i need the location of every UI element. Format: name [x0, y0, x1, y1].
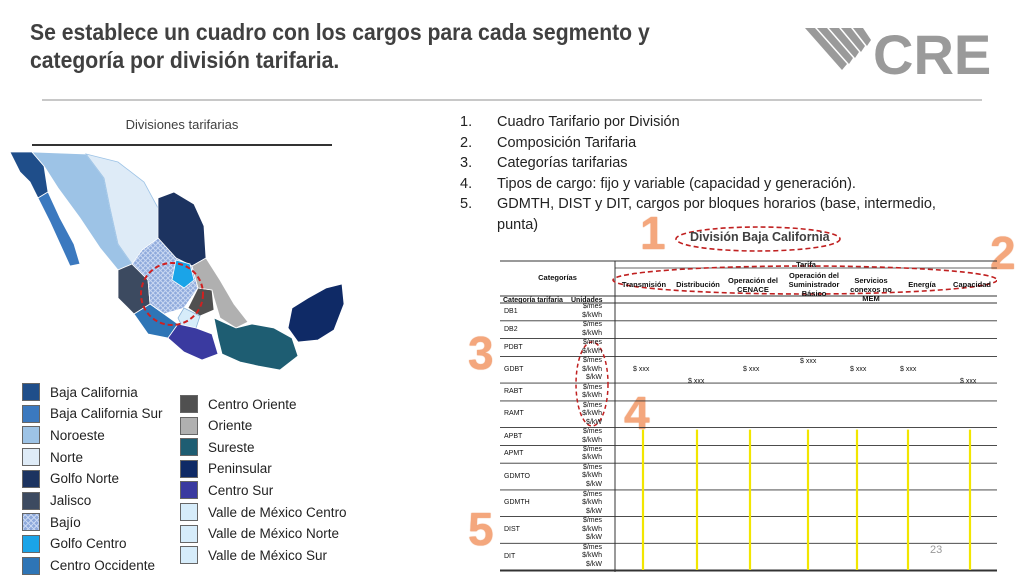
table-column-header: Distribución	[676, 280, 720, 289]
list-item-number: 1.	[460, 114, 473, 130]
table-row-category: RAMT	[504, 410, 524, 418]
table-row-category: DB1	[504, 307, 518, 315]
legend-swatch	[180, 546, 198, 564]
legend-label: Golfo Norte	[50, 471, 120, 487]
region-centro-sur	[168, 324, 218, 360]
tariff-table	[500, 256, 997, 572]
table-column-header: Operación del CENACE	[727, 275, 778, 294]
table-cell-value: $ xxx	[800, 357, 817, 365]
table-row-unit: $/mes	[582, 463, 602, 471]
legend-swatch	[180, 395, 198, 413]
table-cell-value: $ xxx	[850, 365, 867, 373]
table-row-unit: $/kWh	[582, 347, 602, 355]
legend-label: Valle de México Centro	[208, 504, 347, 520]
numbered-list	[460, 112, 980, 233]
table-row-unit: $/kWh	[582, 499, 602, 506]
table-row-category: GDBT	[504, 365, 524, 373]
table-categories-header: Categorías	[538, 273, 577, 282]
table-row-unit: $/kWh	[582, 329, 602, 337]
table-row-unit: $/kWh	[582, 365, 602, 373]
table-row-unit: $/mes	[582, 428, 602, 435]
list-item	[460, 153, 980, 174]
legend-swatch	[22, 448, 40, 466]
callout-number-3: 3	[468, 327, 494, 379]
legend-label: Golfo Centro	[50, 536, 127, 552]
callout-number-4: 4	[624, 387, 650, 439]
region-sureste	[214, 318, 298, 370]
table-group-header: Tarifa	[796, 260, 816, 269]
legend-item	[22, 535, 127, 553]
legend-swatch	[22, 383, 40, 401]
callout-number-5: 5	[468, 503, 494, 555]
table-row-unit: $/mes	[582, 357, 602, 364]
list-item-text: GDMTH, DIST y DIT, cargos por bloques horarios (base, intermedio, punta)	[497, 196, 936, 233]
legend-swatch	[22, 535, 40, 553]
legend-item	[22, 492, 91, 510]
legend-label: Valle de México Sur	[208, 547, 328, 563]
legend-item	[180, 481, 273, 499]
table-subheader-category: Categoría tarifaria	[503, 297, 563, 304]
legend-item	[22, 513, 81, 531]
table-row-unit: $/kW	[586, 418, 602, 426]
table-row-category: RABT	[504, 388, 523, 395]
mexico-divisions-map	[8, 148, 353, 380]
table-row-unit: $/kWh	[582, 392, 602, 399]
table-cell-value: $ xxx	[688, 377, 705, 385]
map-panel-title: Divisiones tarifarias	[125, 117, 239, 132]
legend-item	[22, 383, 138, 401]
logo-text: CRE	[873, 24, 992, 80]
table-cell-value: $ xxx	[743, 365, 760, 373]
table-row-unit: $/mes	[582, 445, 602, 453]
list-item-text: Categorías tarifarias	[497, 155, 628, 171]
cre-logo	[805, 24, 1005, 80]
table-subheader-units: Unidades	[571, 297, 603, 304]
legend-item	[180, 438, 255, 456]
legend-label: Norte	[50, 449, 84, 465]
legend-item	[22, 470, 119, 488]
table-row-unit: $/kWh	[582, 472, 602, 480]
list-item-number: 3.	[460, 155, 473, 171]
legend-label: Baja California Sur	[50, 406, 163, 422]
table-row-unit: $/mes	[582, 517, 602, 525]
legend-label: Valle de México Norte	[208, 526, 340, 542]
legend-swatch	[22, 557, 40, 575]
legend-label: Jalisco	[50, 493, 92, 508]
legend-label: Oriente	[208, 418, 253, 434]
legend-label: Peninsular	[208, 461, 272, 477]
table-row-unit: $/mes	[582, 490, 602, 498]
legend-item	[180, 417, 252, 435]
legend-swatch	[180, 481, 198, 499]
table-row-category: DB2	[504, 325, 518, 333]
list-item-text: Cuadro Tarifario por División	[497, 114, 680, 130]
table-row-unit: $/kW	[586, 507, 602, 515]
region-peninsular	[288, 284, 344, 342]
legend-item	[180, 546, 327, 564]
table-row-unit: $/kWh	[582, 525, 602, 533]
table-row-unit: $/mes	[582, 543, 602, 551]
table-row-category: DIST	[504, 525, 520, 533]
list-item-number: 4.	[460, 175, 473, 192]
table-row-unit: $/mes	[582, 383, 602, 391]
legend-swatch	[180, 417, 198, 435]
table-row-unit: $/kW	[586, 374, 602, 381]
legend-item	[180, 460, 272, 478]
table-row-unit: $/mes	[582, 321, 602, 329]
table-row-category: PDBT	[504, 343, 523, 351]
list-item	[460, 112, 980, 133]
table-column-header: Capacidad	[953, 280, 991, 289]
list-item-number: 5.	[460, 196, 473, 212]
table-title: División Baja California	[690, 230, 830, 244]
table-cell-value: $ xxx	[960, 377, 977, 385]
table-row-unit: $/mes	[582, 401, 602, 409]
table-row-category: APBT	[504, 432, 523, 440]
table-row-unit: $/kW	[586, 534, 602, 542]
legend-item	[22, 557, 155, 575]
table-row-unit: $/kWh	[582, 410, 602, 417]
table-column-header: Servicios conexos no MEM	[850, 275, 892, 303]
table-row-unit: $/kWh	[582, 311, 602, 319]
slide-title: Se establece un cuadro con los cargos para cada segmento y categoría por división tarifaria.	[30, 19, 650, 73]
legend-swatch	[180, 525, 198, 543]
list-item-text: Tipos de cargo: fijo y variable (capacidad y generación).	[497, 175, 856, 192]
legend-label: Noroeste	[50, 427, 105, 443]
list-item-text: Composición Tarifaria	[497, 134, 637, 151]
list-item-number: 2.	[460, 134, 473, 151]
table-row-category: APMT	[504, 450, 524, 458]
table-column-header: Operación del Suministrador Básico	[788, 271, 840, 298]
callout-number-2: 2	[990, 227, 1016, 279]
list-item	[460, 133, 980, 154]
table-row-unit: $/kWh	[582, 552, 602, 560]
list-item	[460, 194, 980, 233]
table-row-category: GDMTH	[504, 499, 530, 507]
legend-label: Bajío	[50, 514, 81, 530]
legend-item	[180, 503, 347, 521]
table-row-unit: $/mes	[582, 339, 602, 346]
table-row-unit: $/kWh	[582, 454, 602, 462]
legend-item	[180, 395, 297, 413]
legend-swatch	[22, 426, 40, 444]
page-number: 23	[930, 544, 943, 556]
table-column-header: Energía	[908, 280, 936, 289]
legend-label: Centro Occidente	[50, 558, 156, 574]
title-divider	[42, 99, 982, 101]
legend-swatch	[22, 405, 40, 423]
legend-swatch	[22, 492, 40, 510]
legend-label: Baja California	[50, 384, 138, 400]
logo-stripes-icon	[805, 28, 871, 70]
legend-swatch	[180, 438, 198, 456]
legend-label: Centro Oriente	[208, 396, 297, 412]
table-row-unit: $/mes	[582, 303, 602, 311]
legend-swatch	[22, 470, 40, 488]
map-panel-divider	[32, 144, 332, 146]
legend-swatch	[180, 460, 198, 478]
list-item	[460, 174, 980, 195]
legend-label: Sureste	[208, 439, 255, 455]
legend-item	[22, 405, 163, 423]
table-cell-value: $ xxx	[900, 365, 917, 373]
table-row-category: GDMTO	[504, 472, 530, 480]
table-row-category: DIT	[504, 552, 516, 560]
table-row-unit: $/kWh	[582, 436, 602, 444]
table-row-unit: $/kW	[586, 560, 602, 568]
legend-item	[22, 448, 83, 466]
legend-label: Centro Sur	[208, 482, 274, 498]
legend-item	[180, 525, 339, 543]
table-row-unit: $/kW	[586, 480, 602, 488]
legend-item	[22, 426, 105, 444]
legend-swatch	[22, 513, 40, 531]
table-column-header: Transmisión	[621, 280, 667, 289]
table-cell-value: $ xxx	[633, 365, 650, 373]
legend-swatch	[180, 503, 198, 521]
callout-number-1: 1	[640, 207, 666, 259]
